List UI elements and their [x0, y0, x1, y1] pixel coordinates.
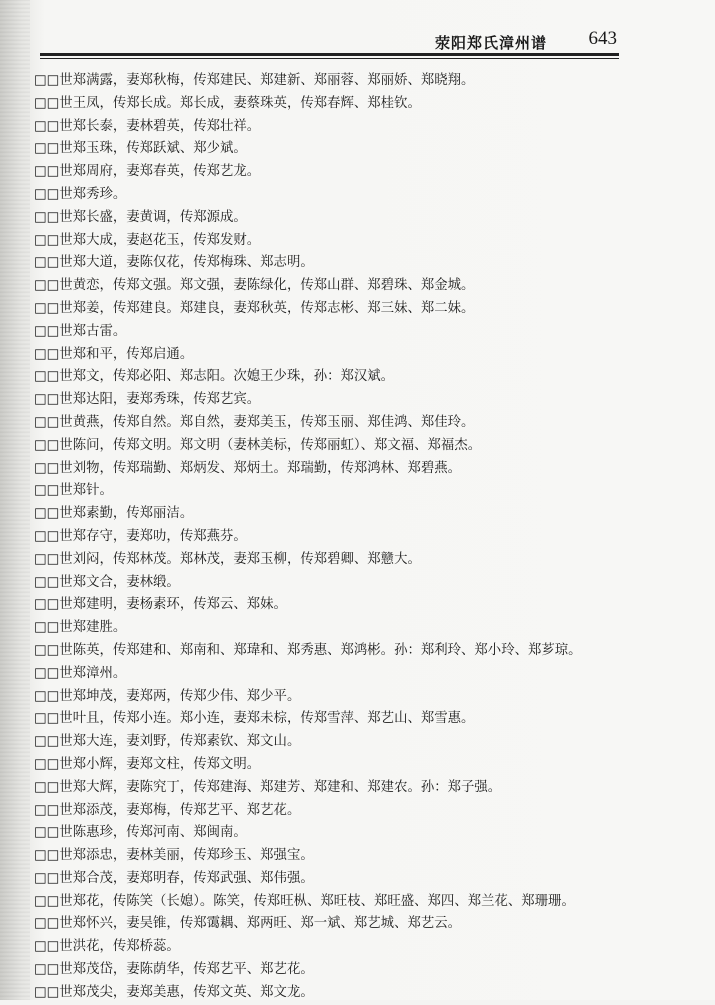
genealogy-entry: □□世陈惠珍，传郑河南、郑闽南。 — [34, 825, 247, 841]
genealogy-entry: □□世郑大成，妻赵花玉，传郑发财。 — [34, 232, 261, 248]
genealogy-entry: □□世郑大道，妻陈仅花，传郑梅珠、郑志明。 — [34, 255, 314, 271]
genealogy-entry: □□世陈英，传郑建和、郑南和、郑瑋和、郑秀惠、郑鸿彬。孙：郑利玲、郑小玲、郑芗琼。 — [34, 642, 582, 658]
genealogy-entry: □□世郑大连，妻刘野，传郑素钦、郑文山。 — [34, 734, 301, 750]
running-title: 荥阳郑氏漳州谱 — [434, 34, 547, 52]
genealogy-entry: □□世郑文合，妻林缎。 — [34, 574, 180, 590]
genealogy-entry: □□世郑古雷。 — [34, 323, 127, 339]
genealogy-entry: □□世郑达阳，妻郑秀珠，传郑艺宾。 — [34, 392, 261, 408]
genealogy-entry: □□世郑添忠，妻林美丽，传郑珍玉、郑强宝。 — [34, 848, 314, 864]
genealogy-entry: □□世黄燕，传郑自然。郑自然，妻郑美玉，传郑玉丽、郑佳鸿、郑佳玲。 — [34, 414, 475, 430]
genealogy-entry: □□世郑漳州。 — [34, 665, 127, 681]
genealogy-entry: □□世郑长泰，妻林碧英，传郑壮祥。 — [34, 118, 261, 134]
genealogy-entry: □□世郑和平，传郑启通。 — [34, 346, 194, 362]
genealogy-entry: □□世叶且，传郑小连。郑小连，妻郑未棕，传郑雪萍、郑艺山、郑雪惠。 — [34, 711, 475, 727]
genealogy-entry: □□世郑姜，传郑建良。郑建良，妻郑秋英，传郑志彬、郑三妹、郑二妹。 — [34, 300, 475, 316]
genealogy-entry: □□世郑建胜。 — [34, 620, 127, 636]
header-rule-thin — [40, 58, 619, 59]
genealogy-entry: □□世郑存守，妻郑叻，传郑燕芬。 — [34, 528, 247, 544]
genealogy-entry: □□世郑合茂，妻郑明春，传郑武强、郑伟强。 — [34, 870, 314, 886]
genealogy-entry: □□世王凤，传郑长成。郑长成，妻蔡珠英，传郑春辉、郑桂钦。 — [34, 95, 421, 111]
genealogy-entry: □□世刘闷，传郑林茂。郑林茂，妻郑玉柳，传郑碧卿、郑戆大。 — [34, 551, 421, 567]
genealogy-entry: □□世郑怀兴，妻吴锥，传郑霭耦、郑两旺、郑一斌、郑艺城、郑艺云。 — [34, 916, 462, 932]
genealogy-entry: □□世郑添茂，妻郑梅，传郑艺平、郑艺花。 — [34, 802, 301, 818]
page-binding-shadow — [0, 0, 30, 1000]
genealogy-entry: □□世郑针。 — [34, 483, 113, 499]
genealogy-entry: □□世郑坤茂，妻郑两，传郑少伟、郑少平。 — [34, 688, 301, 704]
genealogy-entry: □□世郑建明，妻杨素环，传郑云、郑妹。 — [34, 597, 287, 613]
genealogy-entry: □□世郑花，传陈笑（长媳）。陈笑，传郑旺枞、郑旺枝、郑旺盛、郑四、郑兰花、郑珊珊。 — [34, 893, 575, 909]
genealogy-entry: □□世郑长盛，妻黄调，传郑源成。 — [34, 209, 247, 225]
genealogy-entry: □□世郑秀珍。 — [34, 186, 127, 202]
genealogy-entry: □□世郑文，传郑必阳、郑志阳。次媳王少珠，孙：郑汉斌。 — [34, 369, 395, 385]
header-rule-thick — [40, 53, 619, 56]
genealogy-entry: □□世郑周府，妻郑春英，传郑艺龙。 — [34, 164, 261, 180]
genealogy-entry: □□世郑小辉，妻郑文柱，传郑文明。 — [34, 756, 261, 772]
genealogy-entry: □□世郑大辉，妻陈究丁，传郑建海、郑建芳、郑建和、郑建农。孙：郑子强。 — [34, 779, 502, 795]
page-header — [40, 26, 617, 56]
genealogy-entry: □□世陈问，传郑文明。郑文明（妻林美标，传郑丽虹）、郑文福、郑福杰。 — [34, 437, 482, 453]
genealogy-entry: □□世郑玉珠，传郑跃斌、郑少斌。 — [34, 141, 247, 157]
page-number: 643 — [588, 28, 617, 49]
genealogy-entry: □□世郑满露，妻郑秋梅，传郑建民、郑建新、郑丽蓉、郑丽娇、郑晓翔。 — [34, 73, 475, 88]
genealogy-entry: □□世郑茂尖，妻郑美惠，传郑文英、郑文龙。 — [34, 984, 314, 1000]
genealogy-entry: □□世郑茂岱，妻陈荫华，传郑艺平、郑艺花。 — [34, 962, 314, 978]
genealogy-entry: □□世郑素勤，传郑丽洁。 — [34, 506, 194, 522]
genealogy-entry: □□世黄恋，传郑文强。郑文强，妻陈绿化，传郑山群、郑碧珠、郑金城。 — [34, 278, 475, 294]
genealogy-entry: □□世刘物，传郑瑞勤、郑炳发、郑炳土。郑瑞勤，传郑鸿林、郑碧燕。 — [34, 460, 462, 476]
genealogy-entry-list — [34, 70, 684, 1005]
genealogy-entry: □□世洪花，传郑桥蕊。 — [34, 939, 180, 955]
